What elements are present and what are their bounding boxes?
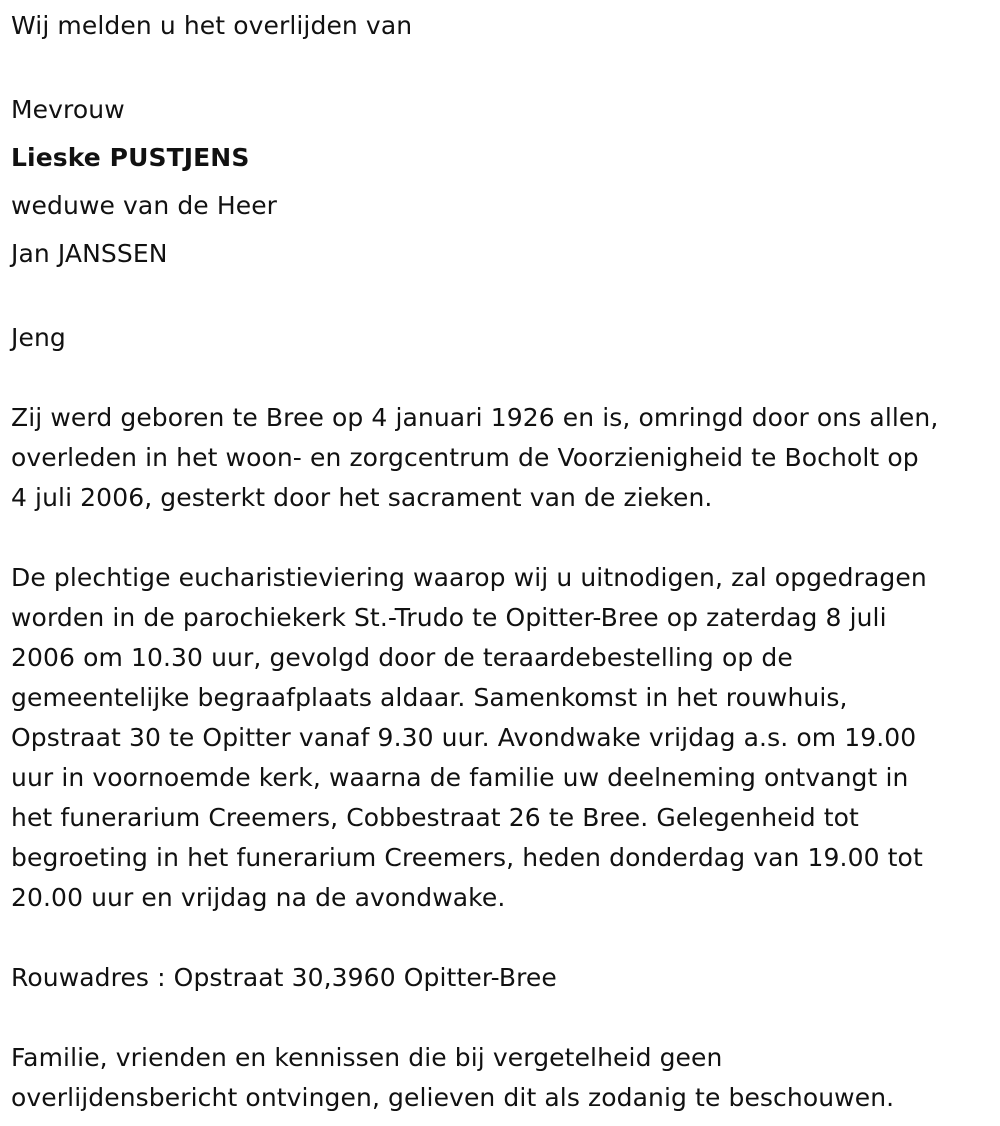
paragraph-line: overleden in het woon- en zorgcentrum de Voorzienigheid te Bocholt op <box>11 443 919 472</box>
spacer <box>11 46 991 86</box>
deceased-name: Lieske PUSTJENS <box>11 143 250 172</box>
paragraph-line: begroeting in het funerarium Creemers, heden donderdag van 19.00 tot <box>11 843 923 872</box>
paragraph-line: uur in voornoemde kerk, waarna de familie uw deelneming ontvangt in <box>11 763 909 792</box>
spacer <box>11 358 991 398</box>
spouse-name: Jan JANSSEN <box>11 239 168 268</box>
birth-death-paragraph <box>11 398 991 518</box>
intro-text: Wij melden u het overlijden van <box>11 11 413 40</box>
honorific: Mevrouw <box>11 95 125 124</box>
paragraph-line: 20.00 uur en vrijdag na de avondwake. <box>11 883 506 912</box>
paragraph-line: Opstraat 30 te Opitter vanaf 9.30 uur. Avondwake vrijdag a.s. om 19.00 <box>11 723 917 752</box>
paragraph-line: De plechtige eucharistieviering waarop wij u uitnodigen, zal opgedragen <box>11 563 927 592</box>
spacer <box>11 518 991 558</box>
death-notice <box>11 6 991 1118</box>
closing-paragraph <box>11 1038 991 1118</box>
paragraph-line: overlijdensbericht ontvingen, gelieven dit als zodanig te beschouwen. <box>11 1083 895 1112</box>
paragraph-line: het funerarium Creemers, Cobbestraat 26 te Bree. Gelegenheid tot <box>11 803 859 832</box>
spacer <box>11 278 991 318</box>
spacer <box>11 918 991 958</box>
paragraph-line: 4 juli 2006, gesterkt door het sacrament van de zieken. <box>11 483 713 512</box>
mourning-address: Rouwadres : Opstraat 30,3960 Opitter-Bree <box>11 963 557 992</box>
paragraph-line: Familie, vrienden en kennissen die bij vergetelheid geen <box>11 1043 723 1072</box>
relation-text: weduwe van de Heer <box>11 191 278 220</box>
paragraph-line: worden in de parochiekerk St.-Trudo te Opitter-Bree op zaterdag 8 juli <box>11 603 887 632</box>
paragraph-line: gemeentelijke begraafplaats aldaar. Samenkomst in het rouwhuis, <box>11 683 848 712</box>
paragraph-line: 2006 om 10.30 uur, gevolgd door de teraardebestelling op de <box>11 643 793 672</box>
spacer <box>11 998 991 1038</box>
nickname: Jeng <box>11 323 66 352</box>
paragraph-line: Zij werd geboren te Bree op 4 januari 1926 en is, omringd door ons allen, <box>11 403 939 432</box>
ceremony-paragraph <box>11 558 991 918</box>
